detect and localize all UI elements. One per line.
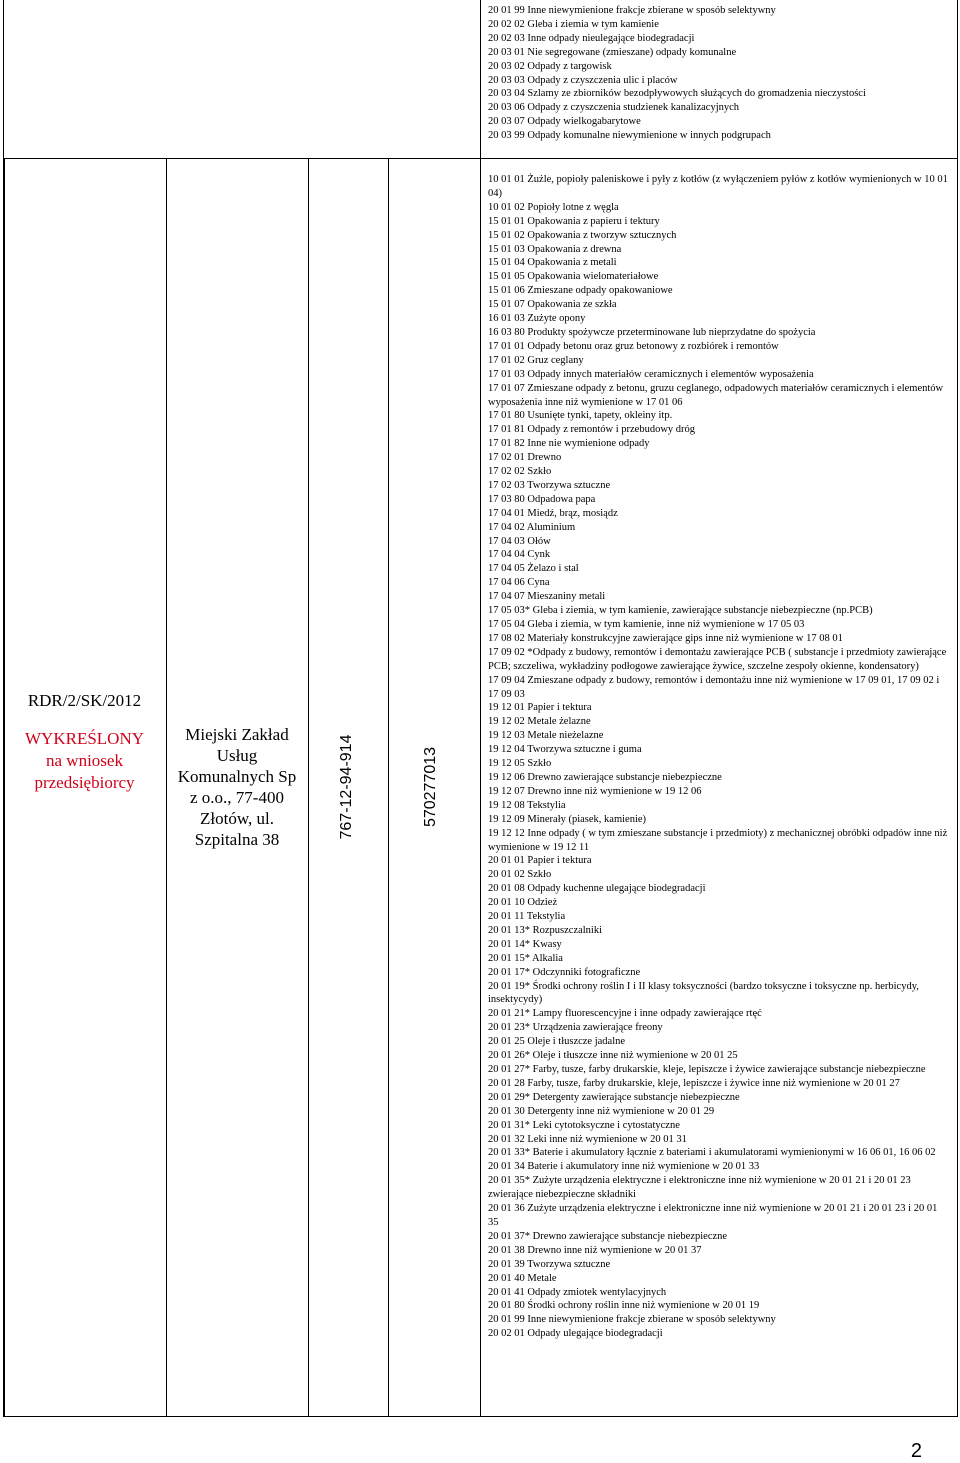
waste-code-item: 17 01 02 Gruz ceglany bbox=[488, 354, 584, 366]
waste-code-item: 17 01 01 Odpady betonu oraz gruz betonowy z rozbiórek i remontów bbox=[488, 340, 779, 352]
waste-code-item: 20 01 80 Środki ochrony roślin inne niż wymienione w 20 01 19 bbox=[488, 1300, 760, 1312]
waste-code-item: 20 01 38 Drewno inne niż wymienione w 20 01 37 bbox=[488, 1244, 702, 1256]
waste-code-item: 20 03 02 Odpady z targowisk bbox=[488, 60, 612, 72]
waste-code-item: 20 01 23* Urządzenia zawierające freony bbox=[488, 1022, 663, 1034]
waste-code-item: 20 03 04 Szlamy ze zbiorników bezodpływowych służących do gromadzenia nieczystości bbox=[488, 88, 866, 100]
waste-code-item: 15 01 06 Zmieszane odpady opakowaniowe bbox=[488, 285, 673, 297]
waste-code-item: 15 01 05 Opakowania wielomateriałowe bbox=[488, 271, 659, 283]
waste-code-item: 17 04 01 Miedź, brąz, mosiądz bbox=[488, 507, 618, 519]
waste-code-item: 17 04 05 Żelazo i stal bbox=[488, 563, 579, 575]
waste-code-item: 15 01 04 Opakowania z metali bbox=[488, 257, 617, 269]
company-name: Miejski Zakład bbox=[185, 725, 289, 744]
waste-code-item: 17 03 80 Odpadowa papa bbox=[488, 493, 596, 505]
waste-code-item: 19 12 09 Minerały (piasek, kamienie) bbox=[488, 813, 647, 825]
waste-code-item: 20 01 29* Detergenty zawierające substancje niebezpieczne bbox=[488, 1091, 740, 1103]
page-number: 2 bbox=[910, 1440, 922, 1462]
waste-code-item: 20 01 21* Lampy fluorescencyjne i inne odpady zawierające rtęć bbox=[488, 1008, 762, 1020]
waste-code-item: 20 01 13* Rozpuszczalniki bbox=[488, 924, 603, 936]
status-label: WYKREŚLONY bbox=[25, 729, 144, 748]
waste-code-item: 20 01 26* Oleje i tłuszcze inne niż wymienione w 20 01 25 bbox=[488, 1050, 738, 1062]
waste-code-item: 20 01 30 Detergenty inne niż wymienione w 20 01 29 bbox=[488, 1105, 715, 1117]
waste-code-item: 20 01 36 Zużyte urządzenia elektryczne i elektroniczne inne niż wymienione w 20 01 21 i 20 01 23 i 20 01 35 bbox=[488, 1203, 938, 1228]
waste-code-item: 19 12 05 Szkło bbox=[488, 758, 552, 770]
waste-code-item: 17 02 01 Drewno bbox=[488, 452, 562, 464]
waste-code-item: 17 01 03 Odpady innych materiałów ceramicznych i elementów wyposażenia bbox=[488, 368, 814, 380]
waste-code-item: 15 01 02 Opakowania z tworzyw sztucznych bbox=[488, 229, 677, 241]
waste-code-item: 20 03 99 Odpady komunalne niewymienione w innych podgrupach bbox=[488, 130, 771, 142]
waste-code-item: 20 01 99 Inne niewymienione frakcje zbierane w sposób selektywny bbox=[488, 1314, 776, 1326]
waste-code-item: 17 05 04 Gleba i ziemia, w tym kamienie, inne niż wymienione w 17 05 03 bbox=[488, 619, 805, 630]
company-name: Komunalnych Sp bbox=[177, 767, 297, 786]
registry-number: RDR/2/SK/2012 bbox=[27, 691, 142, 710]
waste-code-item: 19 12 08 Tekstylia bbox=[488, 799, 566, 811]
waste-code-item: 20 01 25 Oleje i tłuszcze jadalne bbox=[488, 1036, 626, 1048]
waste-code-item: 17 04 02 Aluminium bbox=[488, 521, 576, 533]
waste-code-item: 20 02 02 Gleba i ziemia w tym kamienie bbox=[488, 18, 659, 30]
regon-number: 570277013 bbox=[422, 746, 439, 828]
waste-code-item: 20 01 11 Tekstylia bbox=[488, 911, 566, 923]
waste-code-item: 20 01 10 Odzież bbox=[488, 897, 558, 909]
status-label: przedsiębiorcy bbox=[34, 773, 135, 792]
waste-code-item: 20 03 06 Odpady z czyszczenia studzienek kanalizacyjnych bbox=[488, 102, 740, 114]
waste-code-item: 20 01 41 Odpady zmiotek wentylacyjnych bbox=[488, 1286, 667, 1298]
waste-code-item: 17 04 03 Ołów bbox=[488, 535, 551, 547]
waste-code-item: 20 01 33* Baterie i akumulatory łącznie z bateriami i akumulatorami wymienionymi w 16 06 01, 16 06 02 bbox=[488, 1147, 936, 1159]
waste-code-item: 20 01 17* Odczynniki fotograficzne bbox=[488, 966, 641, 978]
status-label: na wniosek bbox=[46, 751, 123, 770]
waste-code-item: 15 01 07 Opakowania ze szkła bbox=[488, 299, 617, 311]
column-divider bbox=[480, 0, 481, 1416]
waste-code-item: 17 02 03 Tworzywa sztuczne bbox=[488, 479, 611, 491]
company-address: z o.o., 77-400 bbox=[190, 788, 284, 807]
waste-code-item: 20 01 28 Farby, tusze, farby drukarskie, kleje, lepiszcze i żywice inne niż wymienione w 20 01 27 bbox=[488, 1077, 900, 1089]
waste-code-item: 17 01 07 Zmieszane odpady z betonu, gruzu ceglanego, odpadowych materiałów ceramicznych i elementów wyposażenia inne niż wymienione w 17 01 06 bbox=[488, 382, 944, 408]
waste-code-item: 15 01 03 Opakowania z drewna bbox=[488, 243, 622, 255]
waste-code-item: 17 08 02 Materiały konstrukcyjne zawierające gips inne niż wymienione w 17 08 01 bbox=[488, 632, 843, 644]
nip-number: 767-12-94-914 bbox=[338, 734, 355, 840]
waste-code-item: 20 01 15* Alkalia bbox=[488, 952, 563, 964]
waste-code-item: 16 01 03 Zużyte opony bbox=[488, 313, 586, 325]
waste-code-item: 10 01 02 Popioły lotne z węgla bbox=[488, 201, 619, 213]
column-divider bbox=[308, 158, 309, 1416]
waste-code-item: 20 03 07 Odpady wielkogabarytowe bbox=[488, 116, 641, 128]
waste-code-item: 19 12 06 Drewno zawierające substancje niebezpieczne bbox=[488, 771, 722, 783]
waste-code-item: 20 03 03 Odpady z czyszczenia ulic i placów bbox=[488, 74, 678, 86]
waste-code-item: 17 09 04 Zmieszane odpady z budowy, remontów i demontażu inne niż wymienione w 17 09 01, 17 09 02 i 17 09 03 bbox=[488, 674, 940, 700]
waste-code-item: 17 01 80 Usunięte tynki, tapety, okleiny itp. bbox=[488, 410, 673, 422]
waste-code-item: 20 02 03 Inne odpady nieulegające biodegradacji bbox=[488, 32, 695, 44]
waste-code-item: 17 04 07 Mieszaniny metali bbox=[488, 591, 606, 603]
waste-code-item: 20 01 31* Leki cytotoksyczne i cytostatyczne bbox=[488, 1119, 680, 1131]
waste-code-item: 20 03 01 Nie segregowane (zmieszane) odpady komunalne bbox=[488, 46, 737, 58]
waste-code-item: 17 02 02 Szkło bbox=[488, 466, 552, 478]
waste-code-item: 20 01 32 Leki inne niż wymienione w 20 01 31 bbox=[488, 1133, 687, 1145]
waste-code-item: 20 01 99 Inne niewymienione frakcje zbierane w sposób selektywny bbox=[488, 5, 776, 16]
waste-code-item: 19 12 02 Metale żelazne bbox=[488, 716, 591, 728]
waste-code-item: 20 01 40 Metale bbox=[488, 1272, 557, 1284]
waste-code-item: 17 09 02 *Odpady z budowy, remontów i demontażu zawierające PCB ( substancje i przedmioty zawierające PCB; szczeliwa, wykładziny podłogowe zawierające żywice, szczelne zespoły okienne, kondensatory) bbox=[488, 646, 947, 672]
waste-code-item: 20 01 14* Kwasy bbox=[488, 938, 562, 950]
waste-code-item: 19 12 07 Drewno inne niż wymienione w 19 12 06 bbox=[488, 785, 702, 797]
waste-code-item: 20 01 08 Odpady kuchenne ulegające biodegradacji bbox=[488, 883, 706, 895]
waste-code-item: 20 01 39 Tworzywa sztuczne bbox=[488, 1258, 611, 1270]
waste-code-item: 20 02 01 Odpady ulegające biodegradacji bbox=[488, 1328, 663, 1340]
waste-code-item: 20 01 02 Szkło bbox=[488, 869, 552, 881]
waste-code-item: 20 01 34 Baterie i akumulatory inne niż wymienione w 20 01 33 bbox=[488, 1161, 760, 1173]
row-divider bbox=[4, 158, 957, 159]
waste-code-item: 20 01 19* Środki ochrony roślin I i II klasy toksyczności (bardzo toksyczne i toksyczne np. herbicydy, insektycydy) bbox=[488, 980, 919, 1006]
company-address: Szpitalna 38 bbox=[194, 830, 280, 849]
waste-code-item: 17 04 04 Cynk bbox=[488, 549, 551, 561]
waste-code-item: 10 01 01 Żużle, popioły paleniskowe i pyły z kotłów (z wyłączeniem pyłów z kotłów wymienionych w 10 01 04) bbox=[488, 174, 948, 199]
company-address: Złotów, ul. bbox=[200, 809, 274, 828]
waste-code-item: 17 04 06 Cyna bbox=[488, 577, 550, 589]
waste-code-item: 19 12 04 Tworzywa sztuczne i guma bbox=[488, 744, 642, 756]
waste-code-item: 15 01 01 Opakowania z papieru i tektury bbox=[488, 215, 660, 227]
waste-code-item: 19 12 01 Papier i tektura bbox=[488, 702, 592, 714]
waste-code-item: 19 12 12 Inne odpady ( w tym zmieszane substancje i przedmioty) z mechanicznej obróbki odpadów inne niż wymienione w 19 12 11 bbox=[488, 827, 948, 853]
column-divider bbox=[388, 158, 389, 1416]
waste-code-item: 20 01 37* Drewno zawierające substancje niebezpieczne bbox=[488, 1230, 728, 1242]
waste-code-item: 20 01 35* Zużyte urządzenia elektryczne i elektroniczne inne niż wymienione w 20 01 21 i 20 01 23 zwierające niebezpieczne składniki bbox=[488, 1175, 911, 1201]
waste-code-item: 17 01 82 Inne nie wymienione odpady bbox=[488, 438, 650, 450]
top-codes-list bbox=[488, 4, 950, 143]
company-name: Usług bbox=[216, 746, 258, 765]
company-cell bbox=[166, 724, 308, 850]
waste-code-item: 17 05 03* Gleba i ziemia, w tym kamienie, zawierające substancje niebezpieczne (np.PCB) bbox=[488, 605, 873, 617]
registry-number-cell bbox=[4, 690, 165, 794]
waste-code-item: 20 01 27* Farby, tusze, farby drukarskie, kleje, lepiszcze i żywice zawierające substancje niebezpieczne bbox=[488, 1064, 926, 1075]
waste-code-item: 16 03 80 Produkty spożywcze przeterminowane lub nieprzydatne do spożycia bbox=[488, 326, 816, 338]
main-codes-list bbox=[488, 173, 950, 1341]
waste-code-item: 20 01 01 Papier i tektura bbox=[488, 855, 592, 867]
waste-code-item: 17 01 81 Odpady z remontów i przebudowy dróg bbox=[488, 424, 696, 436]
waste-code-item: 19 12 03 Metale nieżelazne bbox=[488, 730, 604, 742]
